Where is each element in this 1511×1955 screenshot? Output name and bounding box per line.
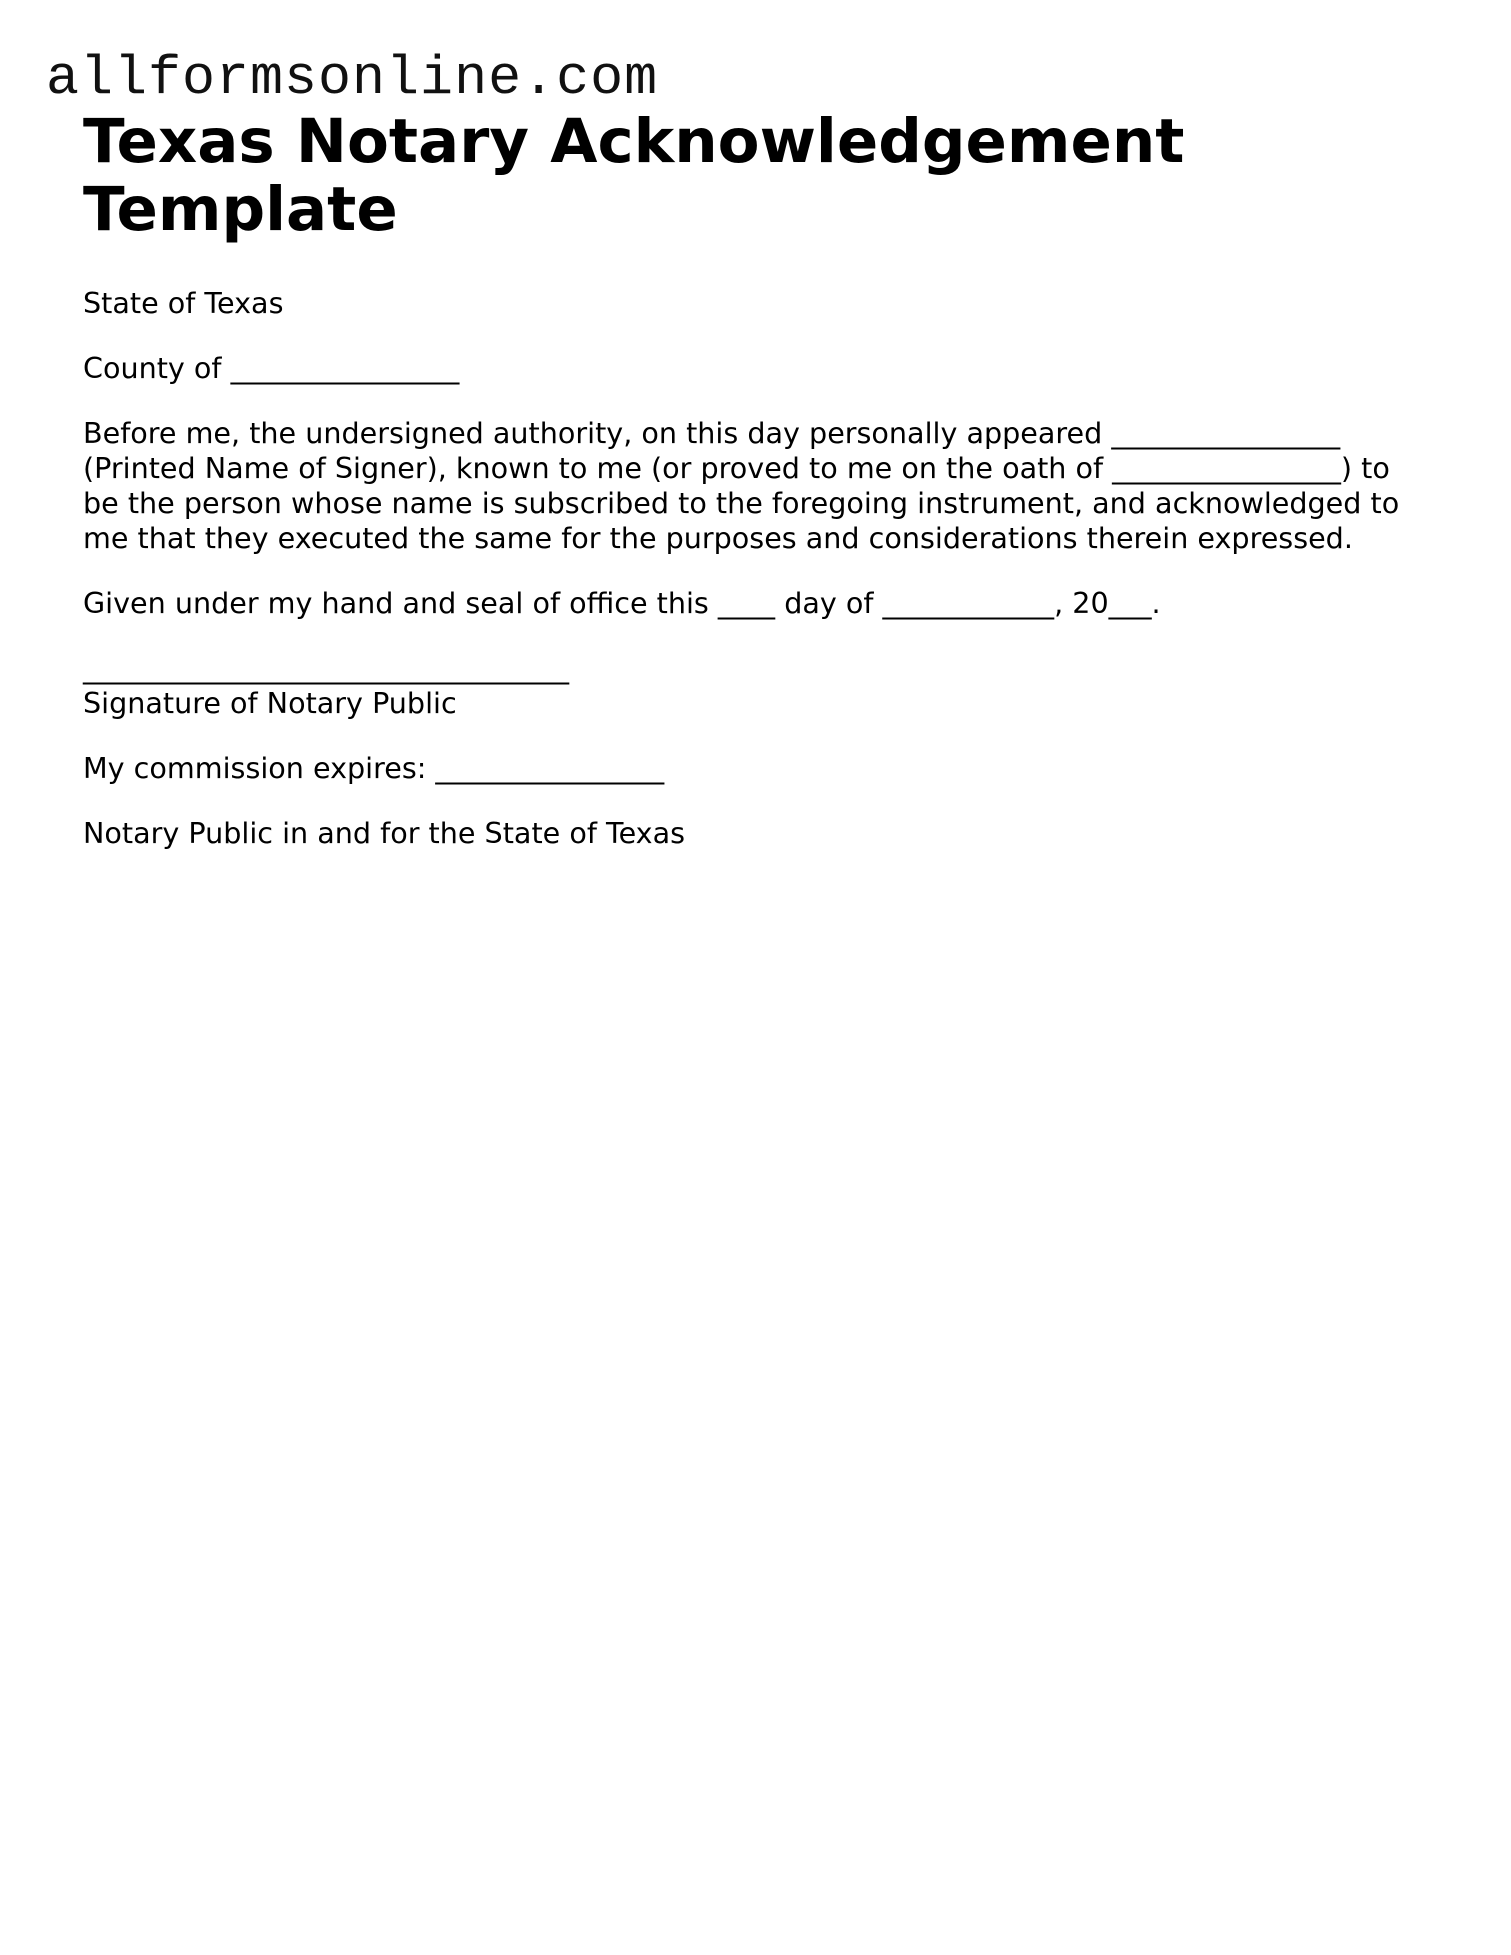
signature-label: Signature of Notary Public <box>83 686 457 720</box>
watermark-text: allformsonline.com <box>46 47 659 110</box>
given-under-hand-line: Given under my hand and seal of office this ____ day of ____________, 20___. <box>83 586 1161 620</box>
signature-blank-line: __________________________________ <box>83 651 570 685</box>
document-page <box>83 108 1423 851</box>
county-line: County of ________________ <box>83 351 460 385</box>
notary-public-line: Notary Public in and for the State of Texas <box>83 816 686 850</box>
acknowledgement-paragraph: Before me, the undersigned authority, on this day personally appeared ________________ (Printed Name of Signer), known to me (or proved to me on the oath of ________________) to be the person whose name is subscribed to the foregoing instrument, and acknowledged to me that they executed the same for the purposes and considerations therein expressed. <box>83 416 1409 555</box>
state-line: State of Texas <box>83 286 284 320</box>
document-title: Texas Notary Acknowledgement Template <box>83 106 1185 245</box>
commission-expires-line: My commission expires: ________________ <box>83 751 665 785</box>
